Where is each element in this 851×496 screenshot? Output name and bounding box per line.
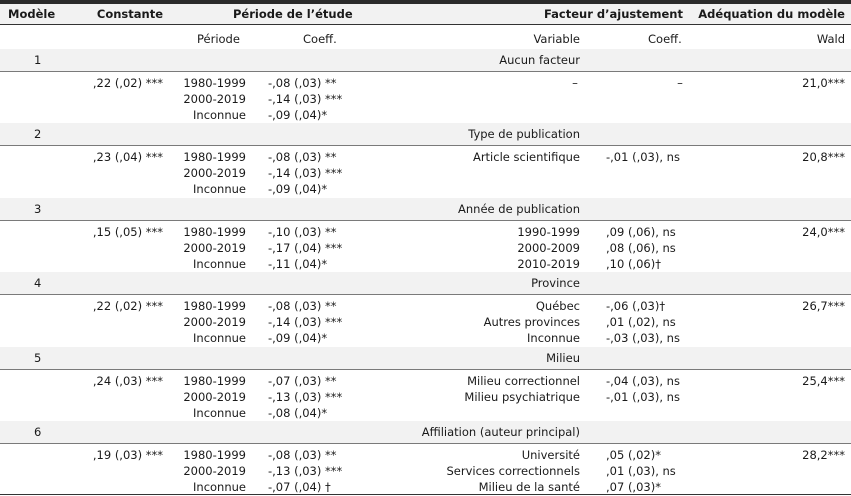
period-label: 1980-1999 — [183, 374, 246, 388]
band-rule — [0, 220, 851, 221]
variable-label: Autres provinces — [483, 315, 580, 329]
variable-label: Inconnue — [527, 331, 580, 345]
model-number: 3 — [34, 202, 42, 216]
variable-coefficient: ,08 (,06), ns — [606, 241, 676, 255]
model-factor: Affiliation (auteur principal) — [421, 425, 580, 439]
model-factor: Type de publication — [468, 127, 580, 141]
model-number: 5 — [34, 351, 42, 365]
variable-coefficient: ,07 (,03)* — [606, 480, 661, 494]
period-label: Inconnue — [193, 480, 246, 494]
variable-label: Milieu de la santé — [478, 480, 580, 494]
period-coefficient: -,08 (,03) ** — [268, 448, 337, 462]
period-coefficient: -,13 (,03) *** — [268, 390, 343, 404]
variable-coefficient: -,01 (,03), ns — [606, 150, 680, 164]
period-label: 1980-1999 — [183, 225, 246, 239]
period-coefficient: -,07 (,03) ** — [268, 374, 337, 388]
period-label: Inconnue — [193, 108, 246, 122]
variable-coefficient: ,09 (,06), ns — [606, 225, 676, 239]
header-adequation: Adéquation du modèle — [698, 7, 845, 21]
constant-value: ,23 (,04) *** — [92, 150, 163, 164]
wald-value: 21,0*** — [802, 76, 845, 90]
period-label: 2000-2019 — [183, 166, 246, 180]
subheader-coeff-periode: Coeff. — [303, 32, 337, 46]
model-number: 6 — [34, 425, 42, 439]
band-rule — [0, 71, 851, 72]
period-label: 1980-1999 — [183, 299, 246, 313]
variable-coefficient: -,06 (,03)† — [606, 299, 666, 313]
subheader-wald: Wald — [816, 32, 845, 46]
variable-label: 1990-1999 — [517, 225, 580, 239]
period-label: Inconnue — [193, 257, 246, 271]
model-number: 2 — [34, 127, 42, 141]
period-label: 2000-2019 — [183, 390, 246, 404]
period-coefficient: -,08 (,03) ** — [268, 76, 337, 90]
subheader-variable: Variable — [533, 32, 580, 46]
period-coefficient: -,08 (,03) ** — [268, 150, 337, 164]
period-label: 2000-2019 — [183, 464, 246, 478]
header-periode-etude: Période de l’étude — [233, 7, 353, 21]
variable-coefficient: -,01 (,03), ns — [606, 390, 680, 404]
band-rule — [0, 294, 851, 295]
constant-value: ,19 (,03) *** — [92, 448, 163, 462]
variable-coefficient: -,04 (,03), ns — [606, 374, 680, 388]
constant-value: ,22 (,02) *** — [92, 299, 163, 313]
period-label: 1980-1999 — [183, 76, 246, 90]
model-factor: Année de publication — [458, 202, 580, 216]
period-coefficient: -,14 (,03) *** — [268, 315, 343, 329]
constant-value: ,24 (,03) *** — [92, 374, 163, 388]
variable-label: Milieu correctionnel — [467, 374, 580, 388]
header-modele: Modèle — [8, 7, 56, 21]
period-label: 1980-1999 — [183, 150, 246, 164]
period-label: Inconnue — [193, 331, 246, 345]
header-facteur: Facteur d’ajustement — [543, 7, 683, 21]
period-coefficient: -,08 (,03) ** — [268, 299, 337, 313]
header-rule — [0, 24, 851, 25]
wald-value: 26,7*** — [802, 299, 845, 313]
variable-label: 2010-2019 — [517, 257, 580, 271]
variable-label: 2000-2009 — [517, 241, 580, 255]
period-coefficient: -,09 (,04)* — [268, 182, 328, 196]
variable-label: Article scientifique — [472, 150, 580, 164]
variable-label: Québec — [535, 299, 580, 313]
variable-coefficient: ,10 (,06)† — [606, 257, 661, 271]
variable-coefficient: ,01 (,03), ns — [606, 464, 676, 478]
wald-value: 28,2*** — [802, 448, 845, 462]
variable-coefficient: ,01 (,02), ns — [606, 315, 676, 329]
period-label: Inconnue — [193, 406, 246, 420]
period-label: Inconnue — [193, 182, 246, 196]
variable-coefficient: – — [677, 76, 683, 90]
wald-value: 25,4*** — [802, 374, 845, 388]
constant-value: ,22 (,02) *** — [92, 76, 163, 90]
period-coefficient: -,09 (,04)* — [268, 331, 328, 345]
period-coefficient: -,10 (,03) ** — [268, 225, 337, 239]
subheader-coeff-variable: Coeff. — [648, 32, 682, 46]
variable-label: Milieu psychiatrique — [464, 390, 580, 404]
subheader-periode: Période — [197, 32, 240, 46]
band-rule — [0, 369, 851, 370]
model-factor: Aucun facteur — [499, 53, 580, 67]
model-number: 4 — [34, 276, 42, 290]
period-label: 2000-2019 — [183, 92, 246, 106]
period-coefficient: -,07 (,04) † — [268, 480, 331, 494]
table-bottom-rule — [0, 494, 851, 495]
band-rule — [0, 443, 851, 444]
variable-coefficient: -,03 (,03), ns — [606, 331, 680, 345]
period-coefficient: -,14 (,03) *** — [268, 166, 343, 180]
wald-value: 24,0*** — [802, 225, 845, 239]
header-constante: Constante — [96, 7, 163, 21]
period-coefficient: -,13 (,03) *** — [268, 464, 343, 478]
period-coefficient: -,14 (,03) *** — [268, 92, 343, 106]
period-coefficient: -,09 (,04)* — [268, 108, 328, 122]
model-factor: Province — [531, 276, 580, 290]
period-label: 2000-2019 — [183, 241, 246, 255]
model-factor: Milieu — [546, 351, 580, 365]
period-coefficient: -,11 (,04)* — [268, 257, 328, 271]
variable-label: Université — [521, 448, 580, 462]
variable-label: – — [572, 76, 578, 90]
constant-value: ,15 (,05) *** — [92, 225, 163, 239]
period-label: 1980-1999 — [183, 448, 246, 462]
variable-label: Services correctionnels — [446, 464, 580, 478]
band-rule — [0, 145, 851, 146]
variable-coefficient: ,05 (,02)* — [606, 448, 661, 462]
wald-value: 20,8*** — [802, 150, 845, 164]
model-number: 1 — [34, 53, 42, 67]
period-coefficient: -,08 (,04)* — [268, 406, 328, 420]
period-label: 2000-2019 — [183, 315, 246, 329]
period-coefficient: -,17 (,04) *** — [268, 241, 343, 255]
